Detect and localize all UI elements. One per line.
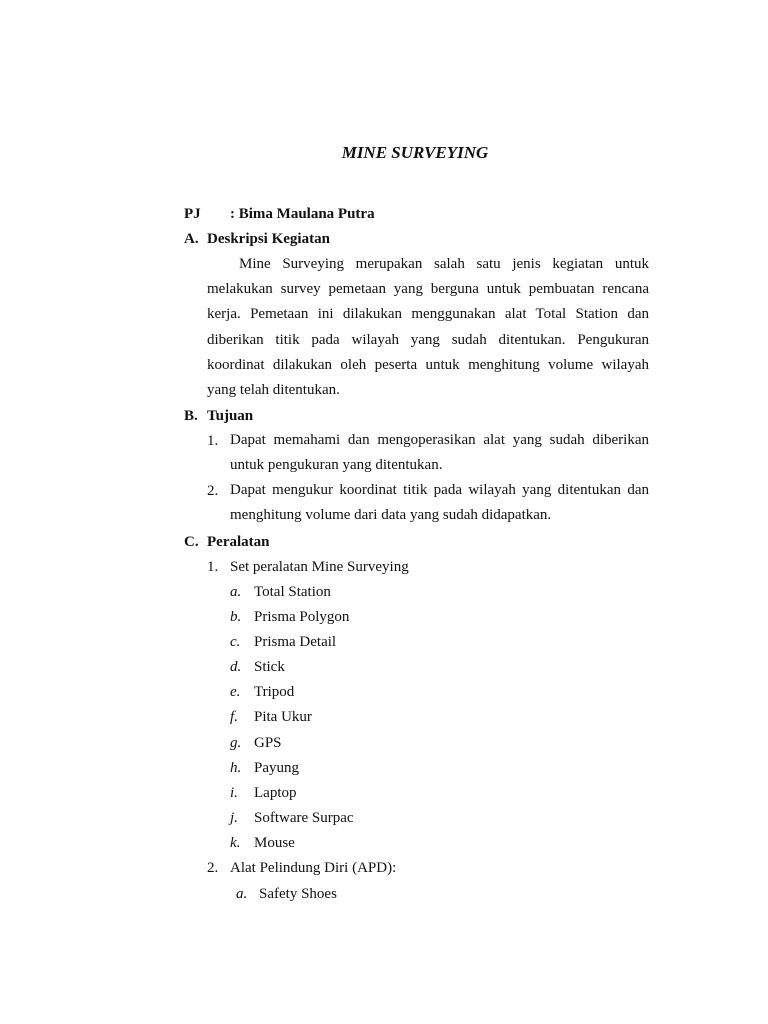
- list-item-letter: d.: [230, 659, 242, 675]
- list-item: Laptop: [254, 785, 297, 801]
- section-b-marker: B.: [184, 408, 198, 424]
- list-item-letter: j.: [230, 810, 238, 826]
- list-item: Total Station: [254, 584, 331, 600]
- tujuan-item-2-text: Dapat mengukur koordinat titik pada wilayah yang ditentukan dan menghitung volume dari data yang sudah didapatkan.: [230, 482, 649, 524]
- peralatan-item-2-number: 2.: [207, 860, 219, 876]
- section-c-heading: Peralatan: [207, 534, 270, 550]
- list-item-letter: g.: [230, 735, 242, 751]
- list-item-letter: e.: [230, 684, 241, 700]
- peralatan-item-1-text: Set peralatan Mine Surveying: [230, 559, 409, 575]
- page-title: MINE SURVEYING: [341, 143, 489, 162]
- list-item-letter: a.: [230, 584, 242, 600]
- list-item: Software Surpac: [254, 810, 354, 826]
- tujuan-item-2-number: 2.: [207, 483, 219, 499]
- list-item: Safety Shoes: [259, 886, 337, 902]
- list-item: Pita Ukur: [254, 709, 312, 725]
- section-c-marker: C.: [184, 534, 199, 550]
- list-item: Payung: [254, 760, 299, 776]
- section-a-paragraph: Mine Surveying merupakan salah satu jenis kegiatan untuk melakukan survey pemetaan yang berguna untuk pembuatan rencana kerja. Pemetaan ini dilakukan menggunakan alat Total Station dan diberikan titik pada wilayah yang sudah ditentukan. Pengukuran koordinat dilakukan oleh peserta untuk menghitung volume wilayah yang telah ditentukan.: [207, 256, 649, 399]
- list-item: Prisma Detail: [254, 634, 337, 650]
- list-item-letter: b.: [230, 609, 242, 625]
- tujuan-item-1-text: Dapat memahami dan mengoperasikan alat yang sudah diberikan untuk pengukuran yang ditentukan.: [230, 432, 649, 474]
- list-item: Tripod: [254, 684, 295, 700]
- tujuan-item-1-number: 1.: [207, 433, 219, 449]
- list-item-letter: h.: [230, 760, 242, 776]
- list-item: GPS: [254, 735, 282, 751]
- section-a-heading: Deskripsi Kegiatan: [207, 231, 330, 247]
- peralatan-item-1-number: 1.: [207, 559, 219, 575]
- list-item-letter: c.: [230, 634, 241, 650]
- pj-value: : Bima Maulana Putra: [230, 206, 375, 222]
- list-item: Stick: [254, 659, 285, 675]
- section-a-marker: A.: [184, 231, 199, 247]
- pj-label: PJ: [184, 206, 201, 222]
- list-item-letter: f.: [230, 709, 238, 725]
- list-item-letter: k.: [230, 835, 241, 851]
- peralatan-item-2-text: Alat Pelindung Diri (APD):: [230, 860, 397, 876]
- list-item-letter: i.: [230, 785, 238, 801]
- list-item: Mouse: [254, 835, 295, 851]
- list-item-letter: a.: [236, 886, 248, 902]
- list-item: Prisma Polygon: [254, 609, 350, 625]
- section-b-heading: Tujuan: [207, 408, 254, 424]
